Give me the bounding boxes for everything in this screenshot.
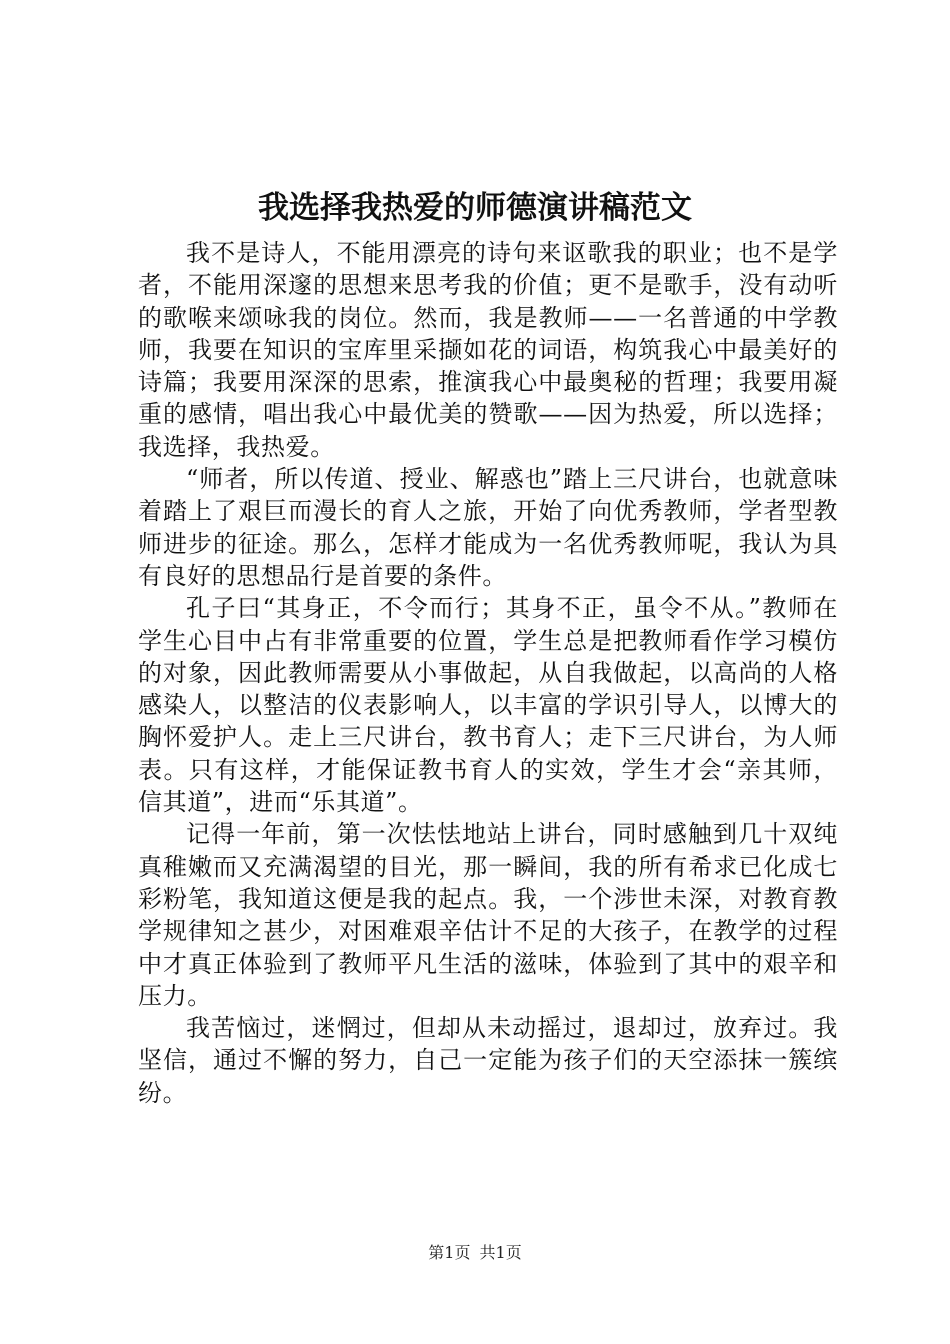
paragraph: 记得一年前，第一次怯怯地站上讲台，同时感触到几十双纯真稚嫩而又充满渴望的目光，那一瞬间，我的所有希求已化成七彩粉笔，我知道这便是我的起点。我，一个涉世未深，对教育教学规律知之甚少，对困难艰辛估计不足的大孩子，在教学的过程中才真正体验到了教师平凡生活的滋味，体验到了其中的艰辛和压力。 bbox=[138, 820, 838, 1010]
document-body bbox=[138, 237, 838, 1109]
paragraph: 我不是诗人，不能用漂亮的诗句来讴歌我的职业；也不是学者，不能用深邃的思想来思考我的价值；更不是歌手，没有动听的歌喉来颂咏我的岗位。然而，我是教师——一名普通的中学教师，我要在知识的宝库里采撷如花的词语，构筑我心中最美好的诗篇；我要用深深的思索，推演我心中最奥秘的哲理；我要用凝重的感情，唱出我心中最优美的赞歌——因为热爱，所以选择；我选择，我热爱。 bbox=[138, 239, 838, 461]
paragraph: 孔子曰“其身正，不令而行；其身不正，虽令不从。”教师在学生心目中占有非常重要的位置，学生总是把教师看作学习模仿的对象，因此教师需要从小事做起，从自我做起，以高尚的人格感染人，以整洁的仪表影响人，以丰富的学识引导人，以博大的胸怀爱护人。走上三尺讲台，教书育人；走下三尺讲台，为人师表。只有这样，才能保证教书育人的实效，学生才会“亲其师，信其道”，进而“乐其道”。 bbox=[138, 594, 838, 817]
document-title: 我选择我热爱的师德演讲稿范文 bbox=[258, 190, 692, 226]
paragraph: “师者，所以传道、授业、解惑也”踏上三尺讲台，也就意味着踏上了艰巨而漫长的育人之旅，开始了向优秀教师，学者型教师进步的征途。那么，怎样才能成为一名优秀教师呢，我认为具有良好的思想品行是首要的条件。 bbox=[138, 465, 838, 590]
paragraph: 我苦恼过，迷惘过，但却从未动摇过，退却过，放弃过。我坚信，通过不懈的努力，自己一定能为孩子们的天空添抹一簇缤纷。 bbox=[138, 1014, 838, 1107]
page-total: 共1页 bbox=[479, 1243, 522, 1262]
page-number: 第1页 bbox=[428, 1243, 471, 1262]
page-footer bbox=[0, 1242, 950, 1264]
